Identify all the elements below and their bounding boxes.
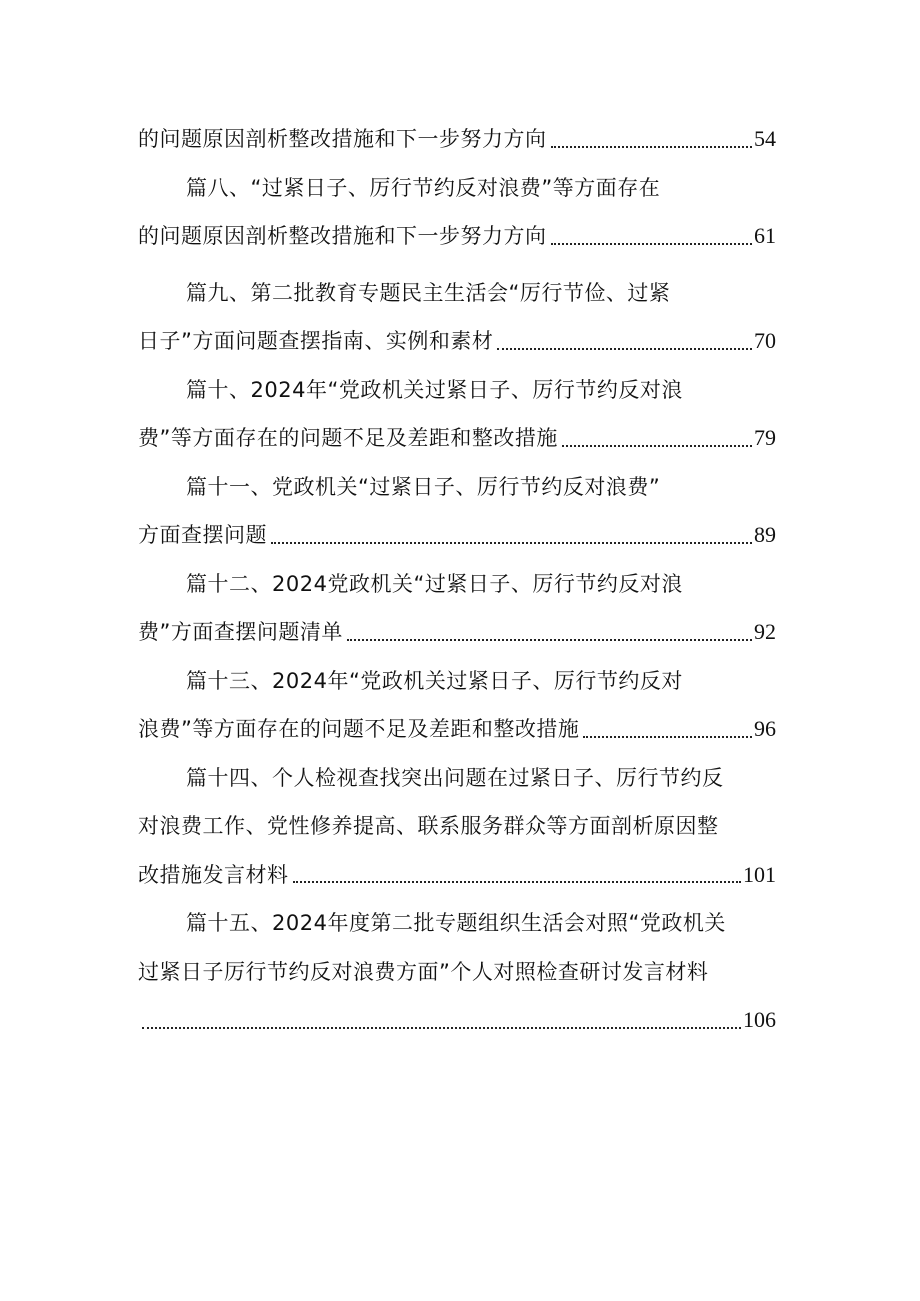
toc-entry-7-line-1[interactable]: [138, 115, 776, 164]
toc-entry-15-line-2: [138, 948, 776, 997]
toc-entry-title-text: 过紧日子厉行节约反对浪费方面”个人对照检查研讨发言材料: [138, 959, 709, 984]
toc-entry-title-text: 浪费”等方面存在的问题不足及差距和整改措施: [138, 717, 580, 741]
toc-entry-title-text: 费”等方面存在的问题不足及差距和整改措施: [138, 426, 558, 450]
toc-entry-9-line-1: [138, 269, 776, 318]
toc-entry-15-line-1: [138, 899, 776, 948]
dot-leader: [271, 541, 752, 544]
toc-entry-title-text: 的问题原因剖析整改措施和下一步努力方向: [138, 224, 547, 248]
toc-entry-14-line-1: [138, 754, 776, 803]
toc-entry-10-line-2[interactable]: [138, 414, 776, 463]
toc-page-number: 54: [754, 126, 776, 151]
toc-page-number: 92: [754, 619, 776, 644]
toc-entry-12-line-2[interactable]: [138, 608, 776, 657]
toc-entry-11-line-2[interactable]: [138, 511, 776, 560]
toc-page-number: 96: [754, 716, 776, 741]
toc-entry-10-line-1: [138, 366, 776, 415]
toc-entry-title-text: 篇八、“过紧日子、厉行节约反对浪费”等方面存在: [186, 175, 661, 200]
toc-entry-14-line-3[interactable]: [138, 851, 776, 900]
toc-page-number: 89: [754, 522, 776, 547]
toc-entry-8-line-1: [138, 164, 776, 213]
toc-entry-title-text: 篇九、第二批教育专题民主生活会“厉行节俭、过紧: [186, 280, 671, 305]
dot-leader: [551, 242, 753, 245]
toc-entry-8-line-2[interactable]: [138, 212, 776, 261]
dot-leader: [142, 1026, 741, 1029]
toc-page-number: 101: [743, 861, 776, 887]
dot-leader: [293, 880, 742, 883]
toc-page-number: 61: [754, 223, 776, 248]
toc-entry-title-text: 篇十五、2024年度第二批专题组织生活会对照“党政机关: [186, 911, 726, 935]
table-of-contents: [138, 115, 776, 1045]
toc-entry-title-text: 改措施发言材料: [138, 862, 289, 887]
toc-entry-title-text: 日子”方面问题查摆指南、实例和素材: [138, 329, 494, 353]
toc-entry-9-line-2[interactable]: [138, 317, 776, 366]
toc-entry-15-line-3[interactable]: [138, 996, 776, 1045]
toc-entry-title-text: 篇十一、党政机关“过紧日子、厉行节约反对浪费”: [186, 474, 661, 499]
dot-leader: [562, 444, 752, 447]
toc-entry-title-text: 的问题原因剖析整改措施和下一步努力方向: [138, 127, 547, 151]
toc-page-number: 70: [754, 328, 776, 353]
dot-leader: [551, 145, 753, 148]
toc-entry-title-text: 篇十三、2024年“党政机关过紧日子、厉行节约反对: [186, 668, 683, 693]
toc-entry-13-line-1: [138, 657, 776, 706]
toc-entry-title-text: 费”方面查摆问题清单: [138, 620, 343, 644]
dot-leader: [497, 347, 752, 350]
toc-entry-title-text: 篇十二、2024党政机关“过紧日子、厉行节约反对浪: [186, 571, 683, 596]
toc-entry-13-line-2[interactable]: [138, 705, 776, 754]
toc-entry-title-text: 方面查摆问题: [138, 523, 267, 547]
toc-entry-title-text: 篇十四、个人检视查找突出问题在过紧日子、厉行节约反: [186, 765, 724, 790]
dot-leader: [583, 735, 752, 738]
toc-entry-title-text: 对浪费工作、党性修养提高、联系服务群众等方面剖析原因整: [138, 814, 719, 838]
toc-entry-title-text: 篇十、2024年“党政机关过紧日子、厉行节约反对浪: [186, 377, 683, 402]
toc-entry-11-line-1: [138, 463, 776, 512]
toc-entry-12-line-1: [138, 560, 776, 609]
toc-page-number: 106: [743, 1007, 776, 1032]
toc-page-number: 79: [754, 425, 776, 450]
toc-entry-14-line-2: [138, 802, 776, 851]
dot-leader: [347, 638, 752, 641]
